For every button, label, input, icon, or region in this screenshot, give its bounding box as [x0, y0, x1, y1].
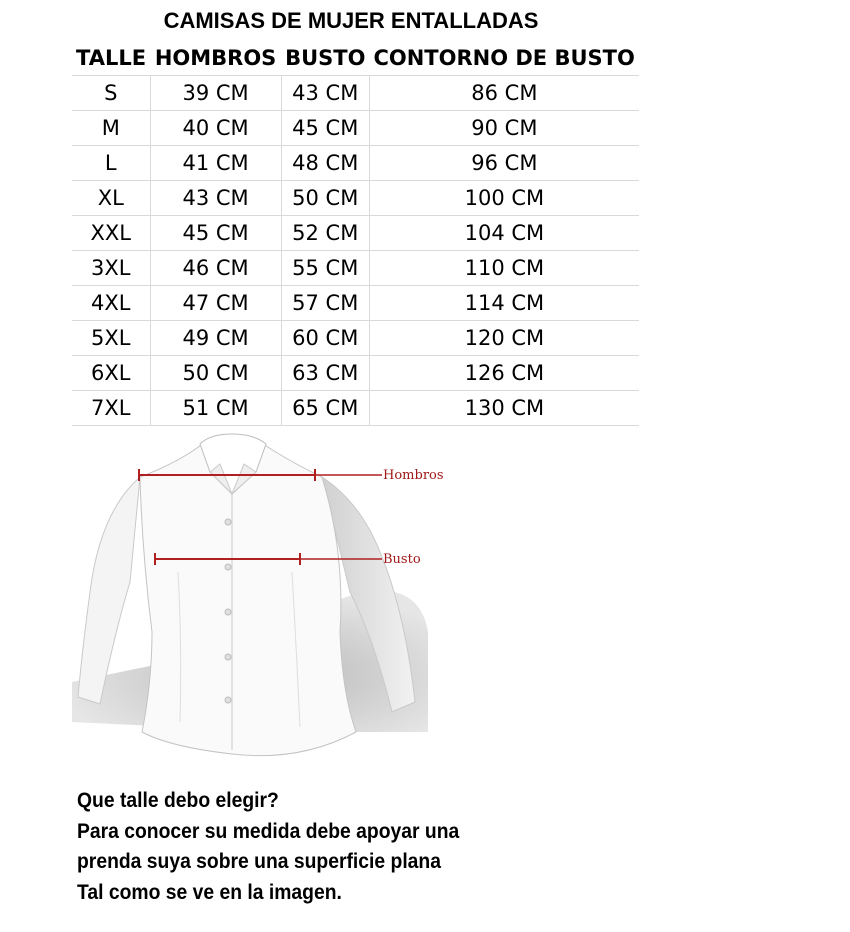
button	[225, 564, 231, 570]
instructions-line: Para conocer su medida debe apoyar una	[77, 819, 460, 843]
size-cell: 5XL	[72, 321, 150, 356]
table-header-row	[72, 40, 639, 76]
bust-contour-cell: 110 CM	[369, 251, 638, 286]
bust-contour-cell: 100 CM	[369, 181, 638, 216]
table-row	[72, 216, 639, 251]
bust-cell: 50 CM	[281, 181, 369, 216]
bust-cell: 55 CM	[281, 251, 369, 286]
shoulders-cell: 43 CM	[150, 181, 281, 216]
table-row	[72, 181, 639, 216]
bust-cell: 65 CM	[281, 391, 369, 426]
table-row	[72, 321, 639, 356]
table-row	[72, 286, 639, 321]
bust-cell: 57 CM	[281, 286, 369, 321]
shirt-measurement-illustration	[60, 432, 460, 772]
button	[225, 609, 231, 615]
shirt-body	[140, 442, 356, 756]
shoulders-label: Hombros	[383, 468, 444, 483]
shoulders-cell: 49 CM	[150, 321, 281, 356]
size-cell: 6XL	[72, 356, 150, 391]
table-row	[72, 356, 639, 391]
shoulders-cell: 47 CM	[150, 286, 281, 321]
size-cell: 3XL	[72, 251, 150, 286]
bust-cell: 60 CM	[281, 321, 369, 356]
size-cell: M	[72, 111, 150, 146]
button	[225, 697, 231, 703]
table-row	[72, 391, 639, 426]
bust-contour-cell: 90 CM	[369, 111, 638, 146]
shoulders-cell: 51 CM	[150, 391, 281, 426]
instructions-line: Tal como se ve en la imagen.	[77, 880, 342, 904]
bust-cell: 63 CM	[281, 356, 369, 391]
instructions-line: prenda suya sobre una superficie plana	[77, 850, 441, 873]
table-row	[72, 76, 639, 111]
shoulders-cell: 39 CM	[150, 76, 281, 111]
header-hombros: HOMBROS	[150, 40, 281, 76]
header-talle: TALLE	[72, 40, 150, 76]
size-cell: S	[72, 76, 150, 111]
bust-label: Busto	[383, 552, 421, 567]
button	[225, 519, 231, 525]
table-row	[72, 111, 639, 146]
bust-contour-cell: 86 CM	[369, 76, 638, 111]
size-cell: 4XL	[72, 286, 150, 321]
chart-title: CAMISAS DE MUJER ENTALLADAS	[163, 8, 539, 33]
size-cell: XXL	[72, 216, 150, 251]
shoulders-cell: 50 CM	[150, 356, 281, 391]
size-cell: L	[72, 146, 150, 181]
bust-contour-cell: 114 CM	[369, 286, 638, 321]
instructions-question: Que talle debo elegir?	[77, 789, 279, 812]
bust-cell: 52 CM	[281, 216, 369, 251]
instructions	[77, 786, 459, 908]
bust-cell: 48 CM	[281, 146, 369, 181]
shoulders-cell: 46 CM	[150, 251, 281, 286]
shoulders-cell: 40 CM	[150, 111, 281, 146]
size-cell: 7XL	[72, 391, 150, 426]
header-busto: BUSTO	[281, 40, 369, 76]
table-row	[72, 146, 639, 181]
bust-cell: 45 CM	[281, 111, 369, 146]
bust-contour-cell: 130 CM	[369, 391, 638, 426]
bust-cell: 43 CM	[281, 76, 369, 111]
table-row	[72, 251, 639, 286]
shoulders-cell: 41 CM	[150, 146, 281, 181]
size-cell: XL	[72, 181, 150, 216]
header-contorno-de-busto: CONTORNO DE BUSTO	[369, 40, 638, 76]
bust-contour-cell: 120 CM	[369, 321, 638, 356]
shoulders-cell: 45 CM	[150, 216, 281, 251]
bust-contour-cell: 96 CM	[369, 146, 638, 181]
button	[225, 654, 231, 660]
size-table	[72, 40, 639, 426]
bust-contour-cell: 104 CM	[369, 216, 638, 251]
bust-contour-cell: 126 CM	[369, 356, 638, 391]
